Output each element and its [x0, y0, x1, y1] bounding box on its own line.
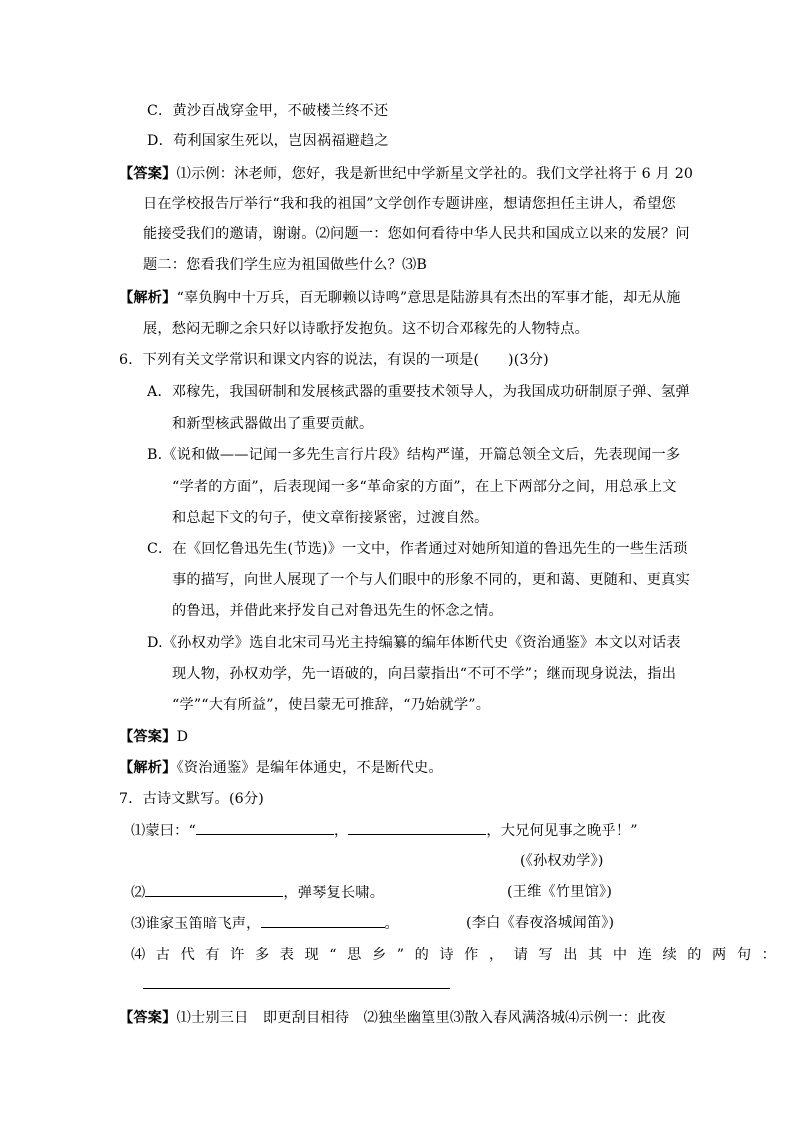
fill-blank[interactable] — [143, 988, 450, 989]
answer-tag: 【答案】 — [119, 1010, 177, 1026]
q5-answer-line-1 — [119, 164, 693, 184]
q6-option-a-line-2: 和新型核武器做出了重要贡献。 — [172, 416, 374, 432]
item-suffix: ，大兄何见事之晚乎！” — [486, 823, 638, 839]
q6-option-d-line-1: D.《孙权劝学》选自北宋司马光主持编纂的编年体断代史《资治通鉴》本文以对话表 — [147, 635, 681, 651]
q6-option-c-line-3: 的鲁迅，并借此来抒发自己对鲁迅先生的怀念之情。 — [172, 603, 503, 619]
q7-stem: 7．古诗文默写。(6分) — [119, 791, 265, 807]
q5-option-c: C．黄沙百战穿金甲，不破楼兰终不还 — [147, 103, 389, 119]
q6-option-c-line-2: 事的描写，向世人展现了一个与人们眼中的形象不同的，更和蔼、更随和、更真实 — [172, 572, 690, 588]
analysis-tag: 【解析】 — [119, 290, 177, 306]
q6-option-a-line-1: A．邓稼先，我国研制和发展核武器的重要技术领导人，为我国成功研制原子弹、氢弹 — [147, 384, 690, 400]
q6-option-b-line-1: B.《说和做——记闻一多先生言行片段》结构严谨，开篇总领全文后，先表现闻一多 — [147, 447, 681, 463]
q5-analysis-line-1 — [119, 288, 681, 308]
fill-blank[interactable] — [145, 882, 283, 897]
q5-answer-line-4: 题二：您看我们学生应为祖国做些什么？⑶B — [143, 257, 427, 273]
q7-item-2-source: (王维《竹里馆》) — [507, 884, 613, 900]
analysis-text: “辜负胸中十万兵，百无聊赖以诗鸣”意思是陆游具有杰出的军事才能，却无从施 — [176, 290, 681, 306]
q7-item-1-source: (《孙权劝学》) — [520, 853, 604, 869]
q7-answer — [119, 1008, 666, 1028]
item-prefix: ⑵ — [131, 885, 146, 901]
q7-item-3 — [131, 913, 399, 934]
fill-blank[interactable] — [348, 820, 486, 835]
q5-analysis-line-2: 展，愁闷无聊之余只好以诗歌抒发抱负。这不切合邓稼先的人物特点。 — [143, 321, 590, 337]
item-suffix: ，弹琴复长啸。 — [283, 885, 385, 901]
answer-text: ⑴士别三日 即更刮目相待 ⑵独坐幽篁里⑶散入春风满洛城⑷示例一：此夜 — [176, 1010, 666, 1026]
q7-item-3-source: (李白《春夜洛城闻笛》) — [466, 915, 615, 931]
q6-answer — [119, 727, 188, 747]
answer-tag: 【答案】 — [119, 729, 177, 745]
analysis-tag: 【解析】 — [119, 760, 177, 776]
q7-item-4: ⑷古代有许多表现“思乡”的诗作，请写出其中连续的两句： — [131, 947, 787, 963]
q6-stem: 6．下列有关文学常识和课文内容的说法，有误的一项是( )(3分) — [119, 352, 549, 368]
fill-blank[interactable] — [196, 820, 334, 835]
q6-option-c-line-1: C．在《回忆鲁迅先生(节选)》一文中，作者通过对她所知道的鲁迅先生的一些生活琐 — [147, 541, 688, 557]
q6-analysis — [119, 758, 443, 778]
q5-option-d: D．苟利国家生死以，岂因祸福避趋之 — [147, 133, 389, 149]
q6-option-b-line-2: “学者的方面”，后表现闻一多“革命家的方面”，在上下两部分之间，用总承上文 — [172, 479, 677, 495]
answer-tag: 【答案】 — [119, 166, 177, 182]
fill-blank[interactable] — [261, 913, 385, 928]
q7-item-2 — [131, 882, 384, 903]
q6-option-d-line-3: “学”“大有所益”，使吕蒙无可推辞，“乃始就学”。 — [172, 697, 491, 713]
item-prefix: ⑴蒙曰：“ — [131, 823, 197, 839]
analysis-text: 《资治通鉴》是编年体通史，不是断代史。 — [176, 760, 443, 776]
item-prefix: ⑶谁家玉笛暗飞声， — [131, 916, 261, 932]
q6-option-b-line-3: 和总起下文的句子，使文章衔接紧密，过渡自然。 — [172, 510, 489, 526]
answer-text: D — [176, 729, 189, 745]
q6-option-d-line-2: 现人物，孙权劝学，先一语破的，向吕蒙指出“不可不学”；继而现身说法，指出 — [172, 666, 677, 682]
q5-answer-line-2: 日在学校报告厅举行“我和我的祖国”文学创作专题讲座，想请您担任主讲人，希望您 — [143, 196, 676, 212]
q7-item-1 — [131, 820, 638, 841]
item-suffix: 。 — [384, 916, 399, 932]
separator: ， — [334, 823, 349, 839]
answer-text: ⑴示例：沐老师，您好，我是新世纪中学新星文学社的。我们文学社将于 6 月 20 — [176, 166, 694, 182]
q5-answer-line-3: 能接受我们的邀请，谢谢。⑵问题一：您如何看待中华人民共和国成立以来的发展？问 — [143, 226, 690, 242]
